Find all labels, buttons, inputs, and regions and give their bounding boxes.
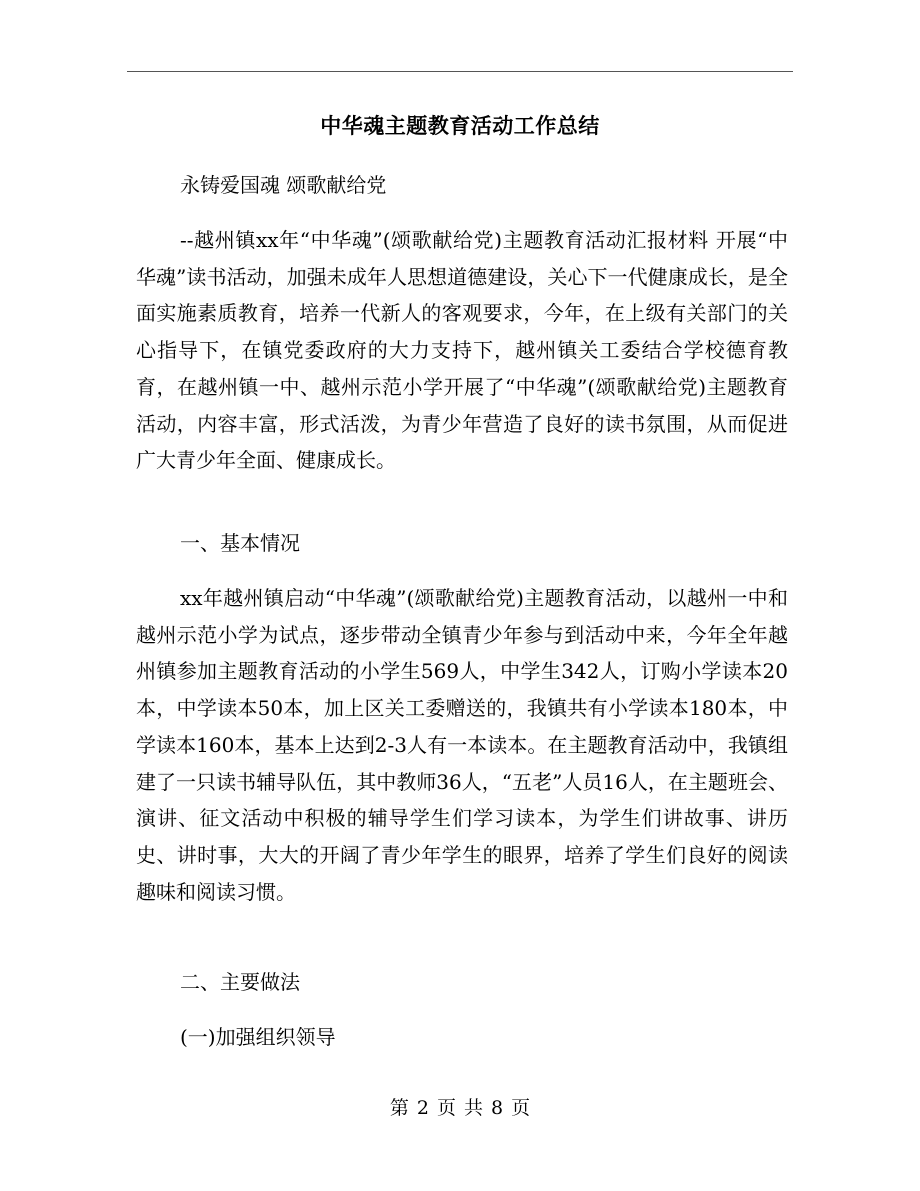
- subsection-heading-organization: (一)加强组织领导: [180, 1025, 336, 1049]
- page-number-footer: 第 2 页 共 8 页: [389, 1097, 531, 1119]
- paragraph-intro: --越州镇xx年“中华魂”(颂歌献给党)主题教育活动汇报材料 开展“中华魂”读书活动，加强未成年人思想道德建设，关心下一代健康成长，是全面实施素质教育，培养一代新人的客观要求，今年，在上级有关部门的关心指导下，在镇党委政府的大力支持下，越州镇关工委结合学校德育教育，在越州镇一中、越州示范小学开展了“中华魂”(颂歌献给党)主题教育活动，内容丰富，形式活泼，为青少年营造了良好的读书氛围，从而促进广大青少年全面、健康成长。: [136, 228, 788, 473]
- paragraph-basic-situation: xx年越州镇启动“中华魂”(颂歌献给党)主题教育活动，以越州一中和越州示范小学为试点，逐步带动全镇青少年参与到活动中来，今年全年越州镇参加主题教育活动的小学生569人，中学生342人，订购小学读本20本，中学读本50本，加上区关工委赠送的，我镇共有小学读本180本，中学读本160本，基本上达到2-3人有一本读本。在主题教育活动中，我镇组建了一只读书辅导队伍，其中教师36人，“五老”人员16人，在主题班会、演讲、征文活动中积极的辅导学生们学习读本，为学生们讲故事、讲历史、讲时事，大大的开阔了青少年学生的眼界，培养了学生们良好的阅读趣味和阅读习惯。: [136, 586, 788, 904]
- header-rule: [127, 71, 793, 72]
- document-subtitle: 永铸爱国魂 颂歌献给党: [180, 173, 387, 197]
- document-title: 中华魂主题教育活动工作总结: [320, 113, 600, 138]
- section-heading-basic-situation: 一、基本情况: [180, 531, 300, 555]
- section-heading-main-practices: 二、主要做法: [180, 970, 300, 994]
